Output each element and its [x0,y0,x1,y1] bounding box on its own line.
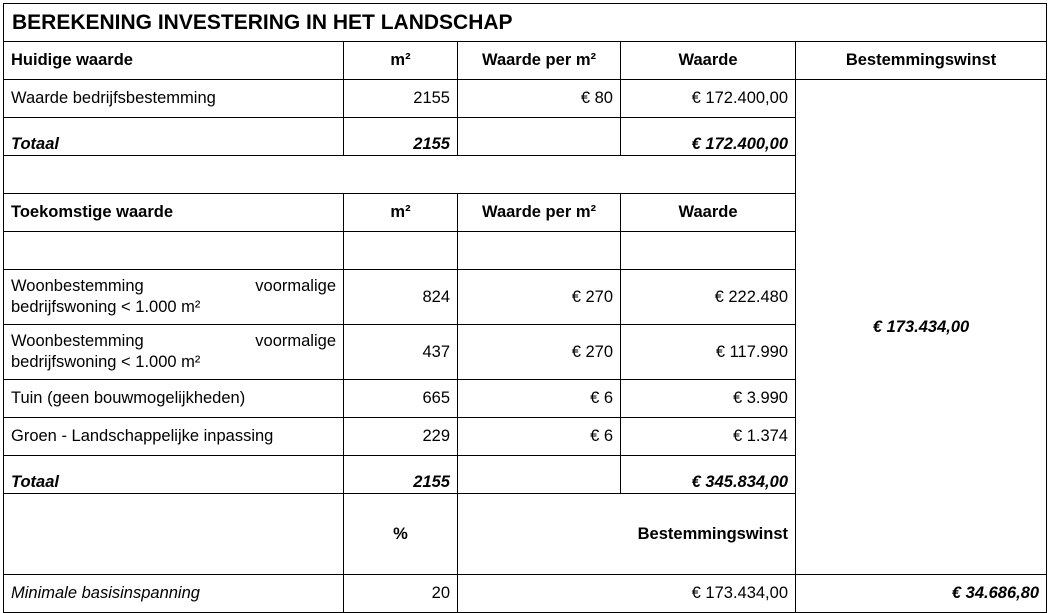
header-m2: m² [344,42,458,80]
header-current-value: Huidige waarde [4,42,344,80]
header-m2: m² [344,194,458,232]
empty-cell [458,232,621,270]
row-label: Waarde bedrijfsbestemming [4,80,344,118]
row-value-per-m2: € 80 [458,80,621,118]
total-label: Totaal [4,456,344,494]
row-value-per-m2: € 6 [458,380,621,418]
empty-cell [4,232,344,270]
row-m2: 229 [344,418,458,456]
row-m2: 437 [344,325,458,380]
table-row [4,80,1047,118]
header-zoning-profit: Bestemmingswinst [796,42,1047,80]
row-label: Tuin (geen bouwmogelijkheden) [4,380,344,418]
empty-cell [621,232,796,270]
investment-calculation-table-wrapper [3,3,1047,613]
table-title: BEREKENING INVESTERING IN HET LANDSCHAP [4,4,1047,42]
row-label: Woonbestemming voormalige bedrijfswoning < 1.000 m² [4,270,344,325]
header-value-per-m2: Waarde per m² [458,194,621,232]
header-future-value: Toekomstige waarde [4,194,344,232]
header-value: Waarde [621,42,796,80]
row-value-per-m2: € 6 [458,418,621,456]
row-value: € 172.400,00 [621,80,796,118]
empty-cell [458,456,621,494]
zoning-profit-value: € 173.434,00 [796,80,1047,575]
total-m2: 2155 [344,118,458,156]
row-m2: 665 [344,380,458,418]
row-m2: 2155 [344,80,458,118]
empty-cell [4,156,796,194]
row-value-per-m2: € 270 [458,325,621,380]
base-effort-row [4,575,1047,613]
empty-cell [458,118,621,156]
row-value: € 222.480 [621,270,796,325]
header-row-current [4,42,1047,80]
empty-cell [4,494,344,575]
empty-cell [344,232,458,270]
row-value: € 1.374 [621,418,796,456]
total-m2: 2155 [344,456,458,494]
header-zoning-profit: Bestemmingswinst [458,494,796,575]
base-effort-label: Minimale basisinspanning [4,575,344,613]
total-label: Totaal [4,118,344,156]
row-value: € 3.990 [621,380,796,418]
base-effort-zoning-profit: € 173.434,00 [458,575,796,613]
row-label: Groen - Landschappelijke inpassing [4,418,344,456]
total-value: € 172.400,00 [621,118,796,156]
landscape-investment-value: € 34.686,80 [796,575,1047,613]
total-value: € 345.834,00 [621,456,796,494]
header-value-per-m2: Waarde per m² [458,42,621,80]
header-value: Waarde [621,194,796,232]
investment-calculation-table [3,3,1047,613]
row-m2: 824 [344,270,458,325]
row-value-per-m2: € 270 [458,270,621,325]
row-label: Woonbestemming voormalige bedrijfswoning < 1.000 m² [4,325,344,380]
header-percent: % [344,494,458,575]
row-value: € 117.990 [621,325,796,380]
base-effort-percent: 20 [344,575,458,613]
title-row [4,4,1047,42]
